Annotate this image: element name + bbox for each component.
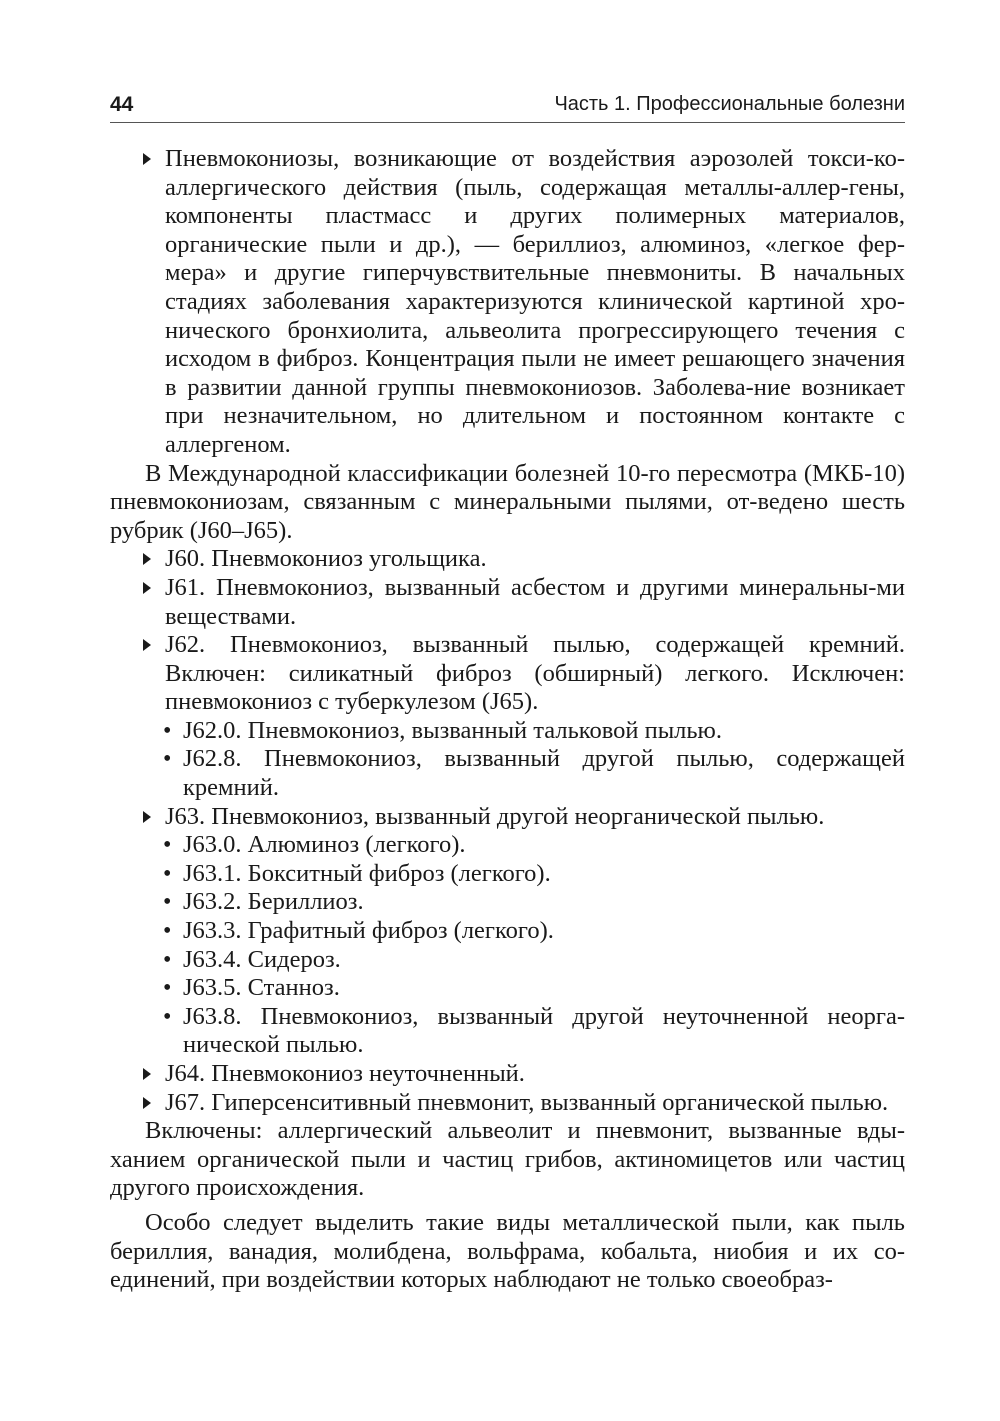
paragraph-included: Включены: аллергический альвеолит и пневмонит, вызванные вды-ханием органической пыли и частиц грибов, актиномицетов или частиц другого происхождения. [110,1117,905,1202]
paragraph-icd10: В Международной классификации болезней 10-го пересмотра (МКБ-10) пневмокониозам, связанным с минеральными пылями, от-ведено шесть рубрик (J60–J65). [110,459,905,544]
sub-item-text: J63.3. Графитный фиброз (легкого). [183,917,554,945]
dot-bullet-icon: • [163,717,172,744]
list-item-text: J64. Пневмокониоз неуточненный. [165,1060,525,1087]
sub-item-j63-3 [110,917,905,946]
list-item-j67 [110,1089,905,1118]
dot-bullet-icon: • [163,832,172,859]
page-number: 44 [110,93,134,116]
sub-item-j63-2 [110,888,905,917]
list-item-j64 [110,1060,905,1089]
dot-bullet-icon: • [163,918,172,945]
triangle-bullet-icon [143,1097,151,1109]
sub-item-j63-4 [110,946,905,975]
list-item-j63 [110,803,905,832]
triangle-bullet-icon [143,639,151,651]
sub-item-j62-0 [110,717,905,746]
dot-bullet-icon: • [163,946,172,973]
list-item-text: J60. Пневмокониоз угольщика. [165,545,487,573]
dot-bullet-icon: • [163,889,172,916]
sub-item-j63-8 [110,1003,905,1060]
sub-item-text: J63.0. Алюминоз (легкого). [183,831,466,859]
list-item-text: J67. Гиперсенситивный пневмонит, вызванный органической пылью. [165,1088,889,1116]
list-item-j60 [110,545,905,574]
sub-item-text: J62.0. Пневмокониоз, вызванный тальковой пылью. [183,716,722,744]
paragraph-metal-dust: Особо следует выделить такие виды металлической пыли, как пыль бериллия, ванадия, молибдена, вольфрама, кобальта, ниобия и их со-единений, при воздействии которых наблюдают не только своеобраз- [110,1208,905,1294]
list-item-text: J63. Пневмокониоз, вызванный другой неорганической пылью. [165,802,825,830]
sub-item-text: J62.8. Пневмокониоз, вызванный другой пылью, содержащей кремний. [183,745,905,802]
dot-bullet-icon: • [163,1003,172,1030]
triangle-bullet-icon [143,1068,151,1080]
list-item-pneumoconioses-toxic-allergic [110,145,905,460]
sub-item-text: J63.2. Бериллиоз. [183,888,364,916]
page-header [110,92,905,123]
sub-item-text: J63.5. Станноз. [183,974,340,1002]
dot-bullet-icon: • [163,746,172,773]
running-title: Часть 1. Профессиональные болезни [554,93,905,115]
sub-item-j63-1 [110,860,905,889]
triangle-bullet-icon [143,153,151,165]
list-item-j61 [110,574,905,631]
list-item-j62 [110,631,905,717]
triangle-bullet-icon [143,582,151,594]
sub-item-text: J63.8. Пневмокониоз, вызванный другой неуточненной неорга-нической пылью. [183,1002,905,1059]
list-item-text: J62. Пневмокониоз, вызванный пылью, содержащей кремний. Включен: силикатный фиброз (обширный) легкого. Исключен: пневмокониоз с туберкулезом (J65). [165,631,905,716]
triangle-bullet-icon [143,811,151,823]
sub-item-j62-8 [110,745,905,802]
sub-item-text: J63.1. Бокситный фиброз (легкого). [183,859,551,887]
triangle-bullet-icon [143,553,151,565]
list-item-text: J61. Пневмокониоз, вызванный асбестом и другими минеральны-ми веществами. [165,573,905,630]
dot-bullet-icon: • [163,860,172,887]
sub-item-text: J63.4. Сидероз. [183,945,341,973]
page-body [110,145,905,1295]
sub-item-j63-5 [110,974,905,1003]
sub-item-j63-0 [110,831,905,860]
dot-bullet-icon: • [163,975,172,1002]
list-item-text: Пневмокониозы, возникающие от воздействия аэрозолей токси-ко-аллергического действия (пыль, содержащая металлы-аллер-гены, компоненты пластмасс и других полимерных материалов, органические пыли и др.), — бериллиоз, алюминоз, «легкое фер-мера» и другие гиперчувствительные пневмониты. В начальных стадиях заболевания характеризуются клинической картиной хро-нического бронхиолита, альвеолита прогрессирующего течения с исходом в фиброз. Концентрация пыли не имеет решающего значения в развитии данной группы пневмокониозов. Заболева-ние возникает при незначительном, но длительном и постоянном контакте с аллергеном. [165,145,905,458]
